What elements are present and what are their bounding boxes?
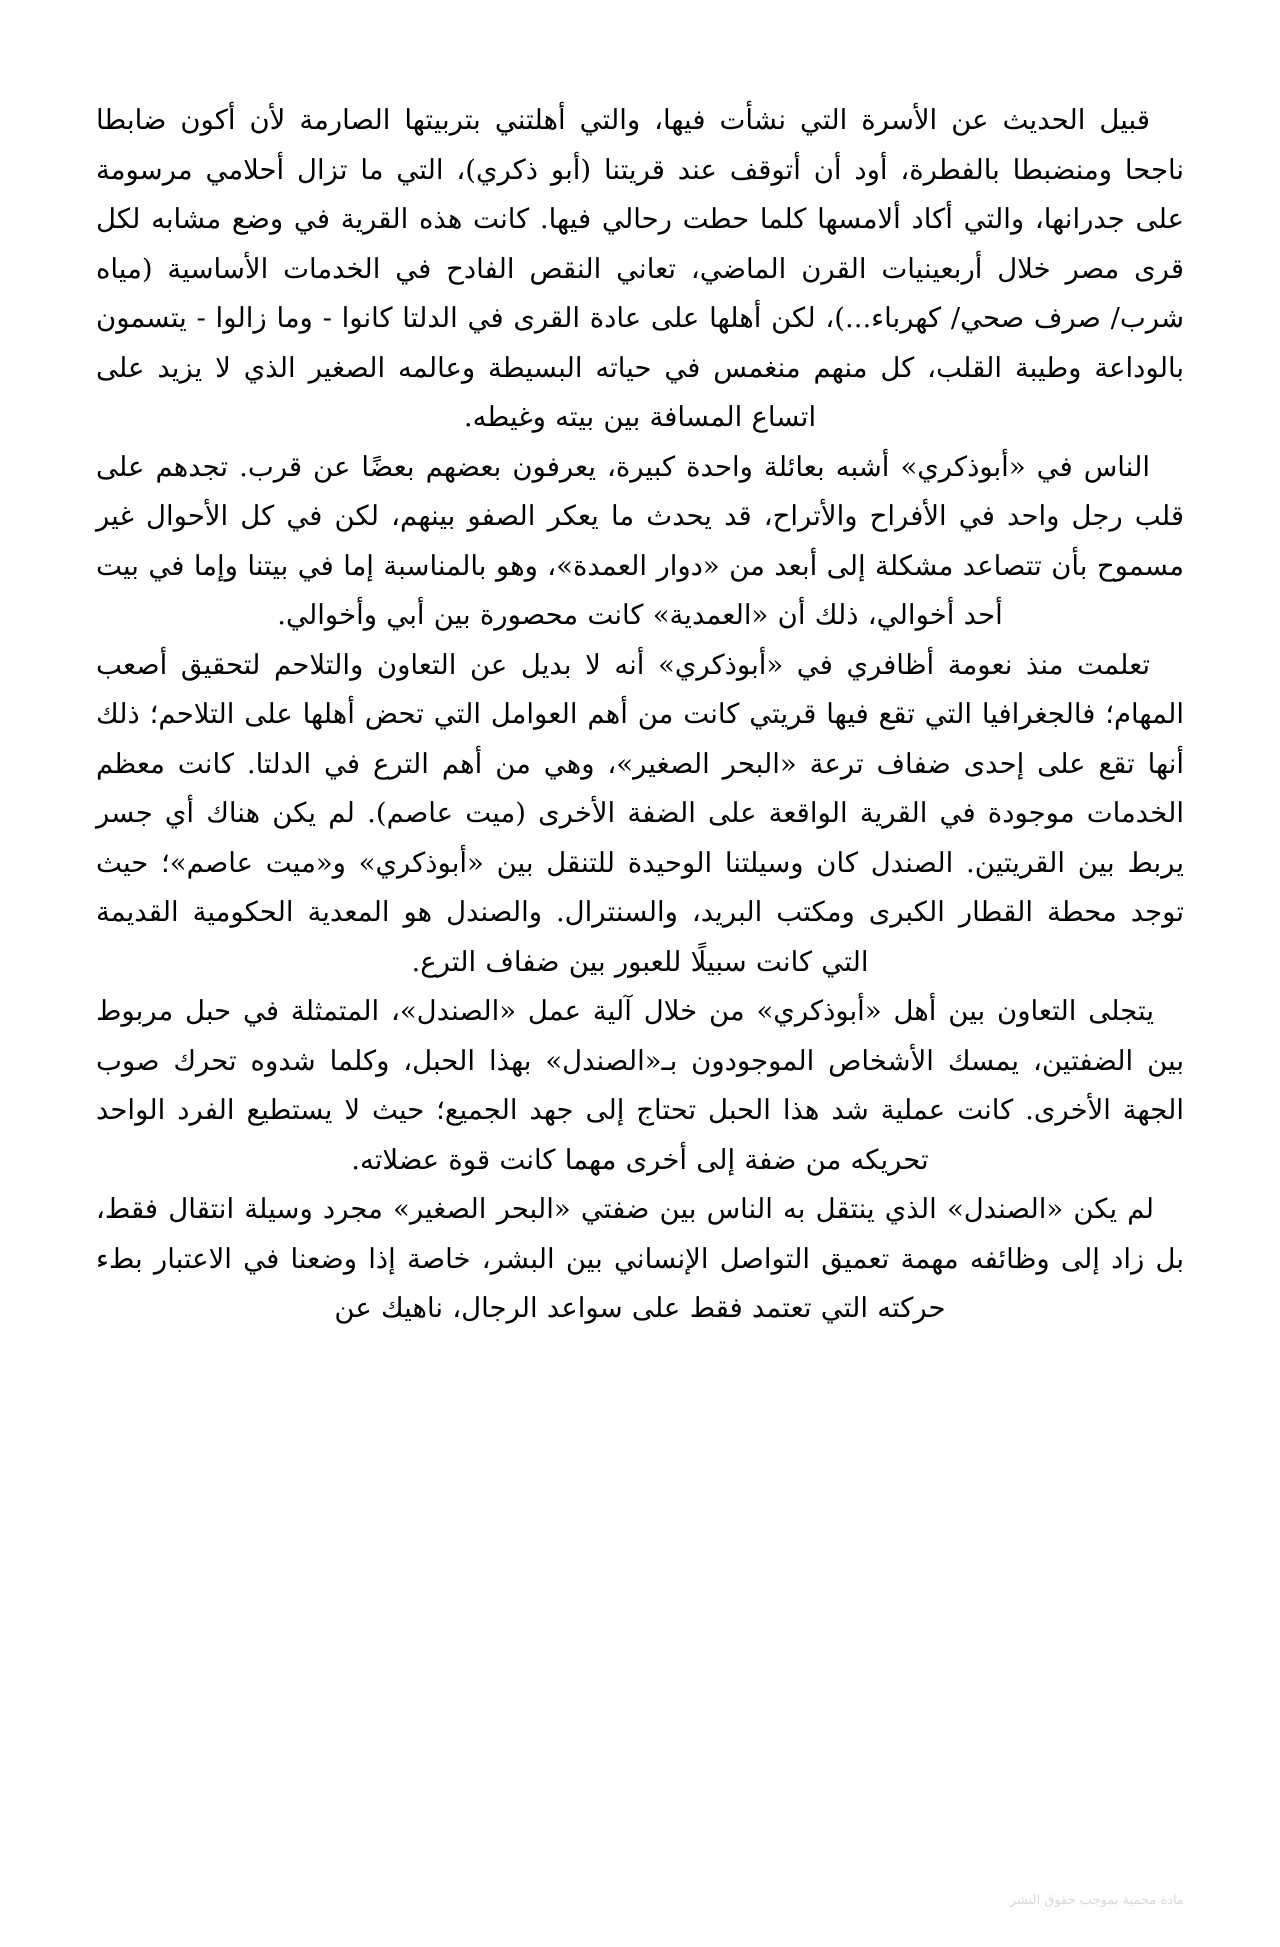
paragraph-2: الناس في «أبوذكري» أشبه بعائلة واحدة كبيرة، يعرفون بعضهم بعضًا عن قرب. تجدهم على قلب رجل واحد في الأفراح والأتراح، قد يحدث ما يعكر الصفو بينهم، لكن في كل الأحوال غير مسموح بأن تتصاعد مشكلة إلى أبعد من «دوار العمدة»، وهو بالمناسبة إما في بيتنا وإما في بيت أحد أخوالي، ذلك أن «العمدية» كانت محصورة بين أبي وأخوالي. [96,450,1184,631]
copyright-footer: مادة محمية بموجب حقوق النشر [1009,1893,1184,1908]
paragraph-3: تعلمت منذ نعومة أظافري في «أبوذكري» أنه لا بديل عن التعاون والتلاحم لتحقيق أصعب المهام؛ فالجغرافيا التي تقع فيها قريتي كانت من أهم العوامل التي تحض أهلها على التلاحم؛ ذلك أنها تقع على إحدى ضفاف ترعة «البحر الصغير»، وهي من أهم الترع في الدلتا. كانت معظم الخدمات موجودة في القرية الواقعة على الضفة الأخرى (ميت عاصم). لم يكن هناك أي جسر يربط بين القريتين. الصندل كان وسيلتنا الوحيدة للتنقل بين «أبوذكري» و«ميت عاصم»؛ حيث توجد محطة القطار الكبرى ومكتب البريد، والسنترال. والصندل هو المعدية الحكومية القديمة التي كانت سبيلًا للعبور بين ضفاف الترع. [96,648,1184,978]
paragraph-1: قبيل الحديث عن الأسرة التي نشأت فيها، والتي أهلتني بتربيتها الصارمة لأن أكون ضابطا ناجحا ومنضبطا بالفطرة، أود أن أتوقف عند قريتنا (أبو ذكري)، التي ما تزال أحلامي مرسومة على جدرانها، والتي أكاد ألامسها كلما حطت رحالي فيها. كانت هذه القرية في وضع مشابه لكل قرى مصر خلال أربعينيات القرن الماضي، تعاني النقص الفادح في الخدمات الأساسية (مياه شرب/ صرف صحي/ كهرباء...)، لكن أهلها على عادة القرى في الدلتا كانوا - وما زالوا - يتسمون بالوداعة وطيبة القلب، كل منهم منغمس في حياته البسيطة وعالمه الصغير الذي لا يزيد على اتساع المسافة بين بيته وغيطه. [96,104,1184,433]
body-text-column [96,96,1184,1334]
paragraph-5: لم يكن «الصندل» الذي ينتقل به الناس بين ضفتي «البحر الصغير» مجرد وسيلة انتقال فقط، بل زاد إلى وظائفه مهمة تعميق التواصل الإنساني بين البشر، خاصة إذا وضعنا في الاعتبار بطء حركته التي تعتمد فقط على سواعد الرجال، ناهيك عن [96,1193,1184,1324]
paragraph-4: يتجلى التعاون بين أهل «أبوذكري» من خلال آلية عمل «الصندل»، المتمثلة في حبل مربوط بين الضفتين، يمسك الأشخاص الموجودون بـ«الصندل» بهذا الحبل، وكلما شدوه تحرك صوب الجهة الأخرى. كانت عملية شد هذا الحبل تحتاج إلى جهد الجميع؛ حيث لا يستطيع الفرد الواحد تحريكه من ضفة إلى أخرى مهما كانت قوة عضلاته. [96,995,1184,1176]
